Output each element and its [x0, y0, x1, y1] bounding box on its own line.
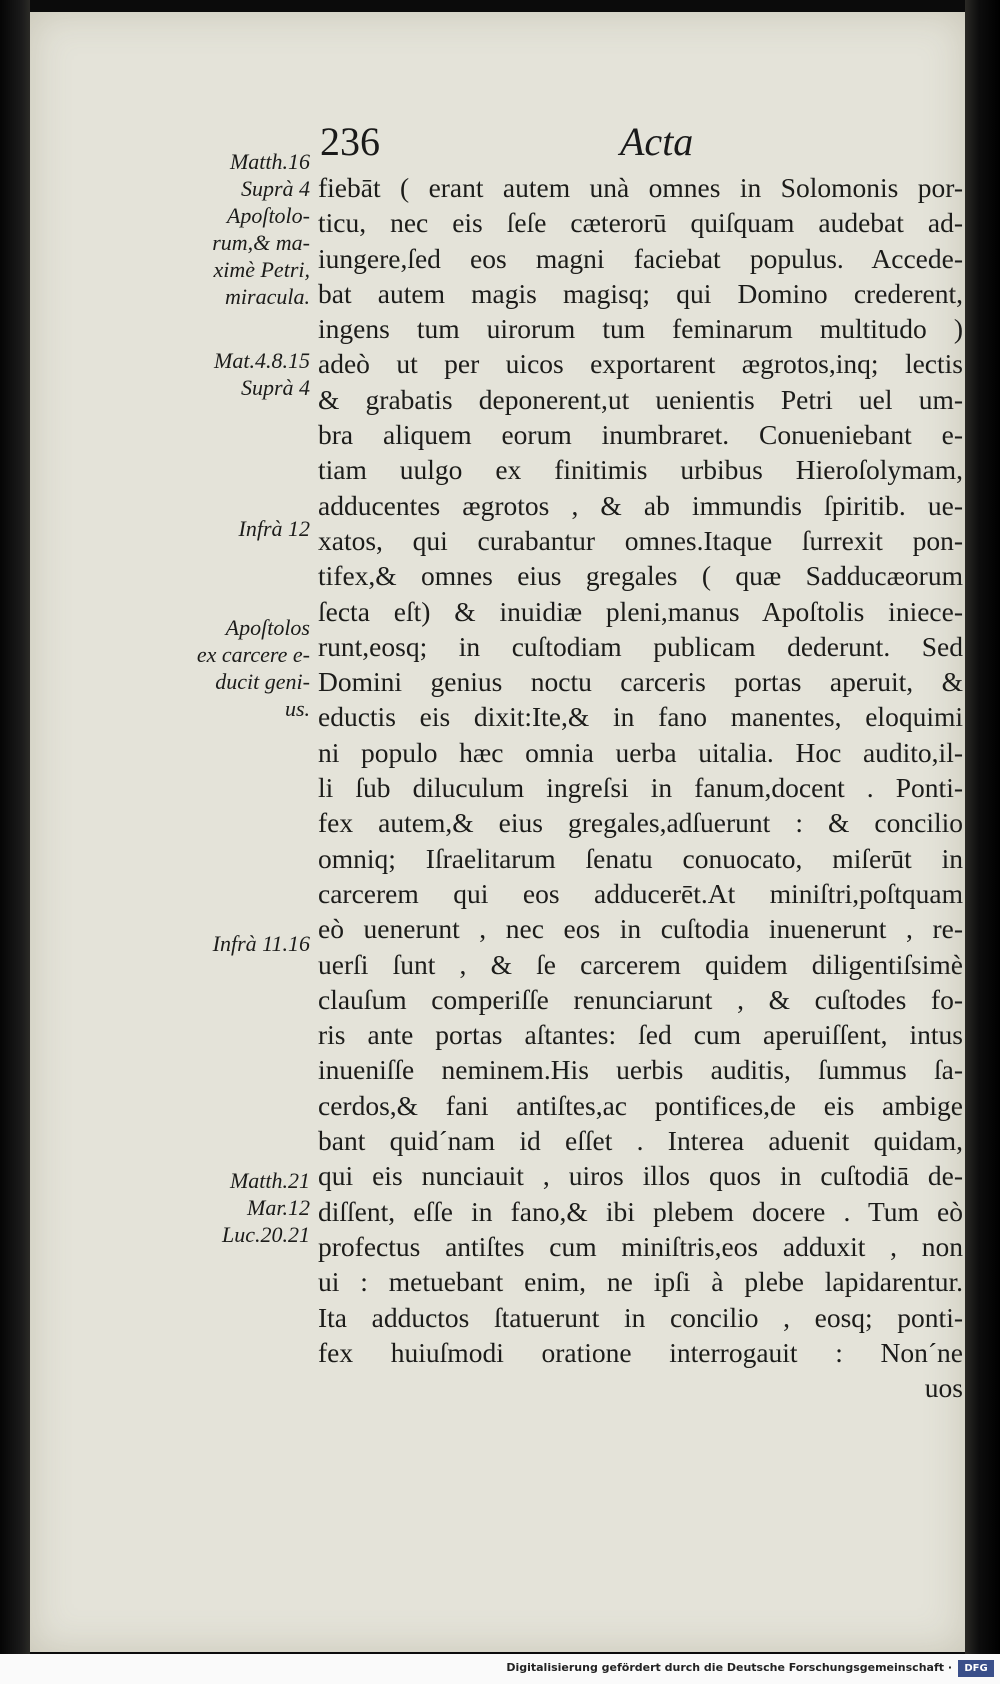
margin-note-line: Matth.16: [229, 149, 310, 174]
margin-note-line: Suprà 4: [240, 176, 310, 201]
page-edge: [965, 0, 1000, 1684]
text-line: carcerem qui eos adducerēt.At miniſtri,poſtquam: [318, 877, 963, 909]
text-line: clauſum comperiſſe renunciarunt , & cuſtodes fo-: [318, 983, 963, 1015]
text-line: eò uenerunt , nec eos in cuſtodia inuenerunt , re-: [318, 913, 963, 945]
main-text-block: [318, 170, 963, 1405]
text-line: uos: [924, 1372, 963, 1404]
text-line: ſecta eſt) & inuidiæ pleni,manus Apoſtolis iniece-: [318, 595, 963, 627]
text-line: runt,eosq; in cuſtodiam publicam dederunt. Sed: [318, 630, 963, 662]
margin-note: [170, 347, 310, 401]
margin-note-line: Matth.21: [229, 1168, 310, 1193]
margin-note-line: Infrà 12: [238, 516, 310, 541]
book-spine: [0, 0, 30, 1684]
text-line: xatos, qui curabantur omnes.Itaque ſurrexit pon-: [318, 524, 963, 556]
text-line: adeò ut per uicos exportarent ægrotos,inq; lectis: [318, 348, 963, 380]
footer-credit: Digitalisierung gefördert durch die Deutsche Forschungsgemeinschaft ·: [506, 1661, 952, 1674]
text-line: diſſent, eſſe in fano,& ibi plebem docere . Tum eò: [318, 1195, 963, 1227]
text-line: ni populo hæc omnia uerba uitalia. Hoc audito,il-: [318, 736, 963, 768]
margin-note-line: Mat.4.8.15: [214, 348, 310, 373]
text-line: ingens tum uirorum tum feminarum multitudo ): [318, 313, 963, 345]
margin-note-line: rum,& ma-: [212, 230, 310, 255]
margin-note: [170, 614, 310, 722]
margin-note-line: Apoſtolos: [225, 615, 310, 640]
text-line: Ita adductos ſtatuerunt in concilio , eosq; ponti-: [318, 1301, 963, 1333]
margin-note: [170, 1167, 310, 1248]
text-line: ui : metuebant enim, ne ipſi à plebe lapidarentur.: [318, 1266, 963, 1298]
text-line: eductis eis dixit:Ite,& in fano manentes, eloquimi: [318, 701, 963, 733]
running-head-title: Acta: [620, 119, 694, 164]
margin-note-line: ex carcere e-: [196, 642, 310, 667]
text-line: bra aliquem eorum inumbraret. Conueniebant e-: [318, 419, 963, 451]
margin-note-line: Infrà 11.16: [212, 931, 310, 956]
text-line: uerſi ſunt , & ſe carcerem quidem diligentiſsimè: [318, 948, 963, 980]
text-line: tiam uulgo ex finitimis urbibus Hieroſolymam,: [318, 454, 963, 486]
text-line: fiebāt ( erant autem unà omnes in Solomonis por-: [318, 172, 963, 203]
margin-note: [170, 515, 310, 542]
margin-note-line: Luc.20.21: [222, 1222, 310, 1247]
margin-note-line: us.: [284, 696, 310, 721]
text-line: bat autem magis magisq; qui Domino crederent,: [318, 277, 963, 309]
margin-note-line: Mar.12: [247, 1195, 310, 1220]
text-line: profectus antiſtes cum miniſtris,eos adduxit , non: [318, 1230, 963, 1262]
margin-note-line: Suprà 4: [240, 375, 310, 400]
text-line: ris ante portas aſtantes: ſed cum aperuiſſent, intus: [318, 1019, 963, 1051]
text-line: omniq; Iſraelitarum ſenatu conuocato, miſerūt in: [318, 842, 963, 874]
footer-bar: [0, 1654, 1000, 1684]
text-line: bant quid´nam id eſſet . Interea aduenit quidam,: [318, 1125, 963, 1157]
margin-note-line: ducit geni-: [215, 669, 310, 694]
margin-note: [170, 930, 310, 957]
margin-note-line: Apoſtolo-: [226, 203, 310, 228]
text-line: fex autem,& eius gregales,adſuerunt : & concilio: [318, 807, 963, 839]
margin-note-line: ximè Petri,: [213, 257, 310, 282]
margin-note-line: miracula.: [225, 284, 310, 309]
text-line: inueniſſe neminem.His uerbis auditis, ſummus ſa-: [318, 1054, 963, 1086]
text-line: li ſub diluculum ingreſsi in fanum,docent . Ponti-: [318, 772, 963, 804]
margin-note: [170, 148, 310, 310]
running-head: [320, 118, 720, 178]
text-line: cerdos,& fani antiſtes,ac pontifices,de eis ambige: [318, 1089, 963, 1121]
text-line: adducentes ægrotos , & ab immundis ſpiritib. ue-: [318, 489, 963, 521]
page-number: 236: [320, 119, 380, 164]
text-line: Domini genius noctu carceris portas aperuit, &: [318, 666, 963, 698]
text-line: iungere,ſed eos magni faciebat populus. Accede-: [318, 242, 963, 274]
text-line: qui eis nunciauit , uiros illos quos in cuſtodiā de-: [318, 1160, 963, 1192]
text-line: & grabatis deponerent,ut uenientis Petri uel um-: [318, 383, 963, 415]
text-line: ticu, nec eis ſeſe cæterorū quiſquam audebat ad-: [318, 207, 963, 239]
dfg-logo-icon: DFG: [958, 1660, 994, 1677]
text-line: fex huiuſmodi oratione interrogauit : Non´ne: [318, 1336, 963, 1368]
text-line: tifex,& omnes eius gregales ( quæ Sadducæorum: [318, 560, 963, 592]
